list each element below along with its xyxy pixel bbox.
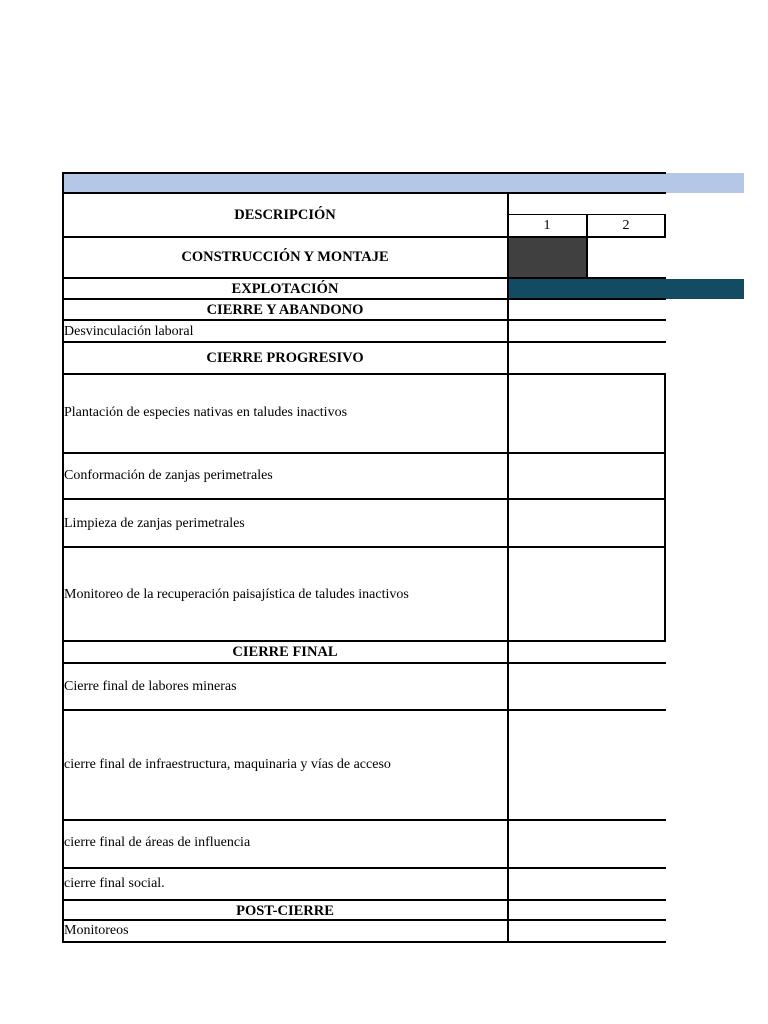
row-monitoreo-recuperacion: Monitoreo de la recuperación paisajística de taludes inactivos	[64, 587, 409, 602]
section-cierre-abandono: CIERRE Y ABANDONO	[206, 302, 364, 318]
grid-line	[63, 236, 666, 238]
section-cierre-final: CIERRE FINAL	[232, 644, 338, 660]
grid-line	[63, 941, 666, 943]
period-2-header: 2	[622, 218, 630, 233]
row-cierre-labores: Cierre final de labores mineras	[64, 679, 237, 694]
period-1-header: 1	[543, 218, 551, 233]
grid-line	[63, 172, 666, 174]
grid-line	[63, 919, 666, 921]
grid-line	[63, 277, 666, 279]
row-desvinculacion: Desvinculación laboral	[64, 324, 194, 339]
grid-line	[63, 452, 666, 454]
grid-line	[63, 498, 666, 500]
section-construccion: CONSTRUCCIÓN Y MONTAJE	[181, 249, 389, 265]
row-limpieza: Limpieza de zanjas perimetrales	[64, 516, 245, 531]
grid-line	[63, 192, 666, 194]
row-monitoreos: Monitoreos	[64, 923, 129, 938]
section-cierre-progresivo: CIERRE PROGRESIVO	[206, 350, 364, 366]
explotacion-gantt-bar	[508, 279, 744, 299]
grid-line	[63, 867, 666, 869]
grid-line	[63, 662, 666, 664]
row-conformacion: Conformación de zanjas perimetrales	[64, 468, 273, 483]
row-cierre-infraestructura: cierre final de infraestructura, maquinaria y vías de acceso	[64, 757, 391, 772]
grid-line	[63, 640, 666, 642]
section-explotacion: EXPLOTACIÓN	[231, 281, 339, 297]
grid-line	[63, 899, 666, 901]
grid-line	[63, 319, 666, 321]
grid-line	[63, 298, 666, 300]
title-band	[63, 173, 744, 193]
grid-line	[63, 341, 666, 343]
row-plantacion: Plantación de especies nativas en taludes inactivos	[64, 405, 348, 420]
grid-line	[63, 546, 666, 548]
description-header: DESCRIPCIÓN	[234, 207, 336, 223]
grid-line	[63, 709, 666, 711]
row-cierre-areas: cierre final de áreas de influencia	[64, 835, 251, 850]
grid-line	[664, 373, 666, 641]
section-post-cierre: POST-CIERRE	[236, 903, 334, 919]
construccion-gantt-bar	[508, 237, 587, 278]
row-cierre-social: cierre final social.	[64, 876, 165, 891]
grid-line	[63, 819, 666, 821]
grid-line	[63, 373, 666, 375]
grid-line	[507, 192, 509, 943]
